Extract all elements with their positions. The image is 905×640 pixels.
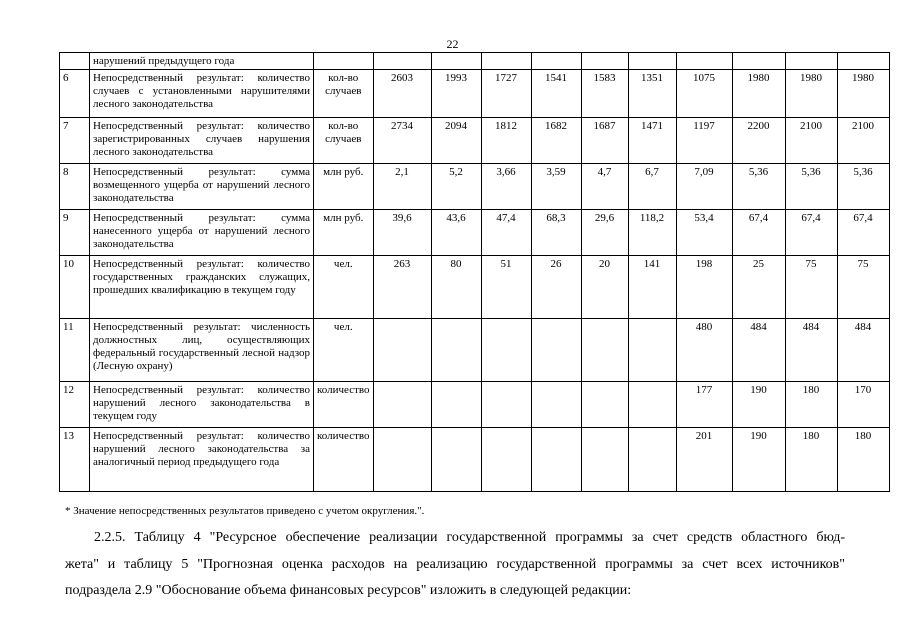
cell-value: 1980: [732, 70, 785, 118]
cell-value: 1197: [676, 118, 732, 164]
table-row: [60, 210, 890, 256]
cell-value: 1682: [531, 118, 581, 164]
cell-value: 2100: [837, 118, 889, 164]
cell-unit: кол-во случаев: [314, 118, 374, 164]
cell-value: [628, 53, 676, 70]
cell-value: [531, 382, 581, 428]
cell-value: 75: [837, 256, 889, 319]
table-row: [60, 164, 890, 210]
cell-value: 1980: [785, 70, 837, 118]
cell-value: [373, 53, 431, 70]
cell-description: Непосредственный результат: количество зарегистрированных случаев нарушения лесного законодательства: [90, 118, 314, 164]
cell-value: 177: [676, 382, 732, 428]
cell-value: [373, 428, 431, 492]
cell-description: Непосредственный результат: количество государственных гражданских служащих, прошедших квалификацию в текущем году: [90, 256, 314, 319]
cell-value: 190: [732, 428, 785, 492]
cell-value: 118,2: [628, 210, 676, 256]
cell-value: [732, 53, 785, 70]
cell-num: 11: [60, 319, 90, 382]
cell-unit: чел.: [314, 256, 374, 319]
cell-value: [531, 319, 581, 382]
cell-value: 2734: [373, 118, 431, 164]
cell-num: 12: [60, 382, 90, 428]
table-footnote: * Значение непосредственных результатов приведено с учетом округления.".: [65, 505, 425, 517]
cell-value: 2100: [785, 118, 837, 164]
cell-value: 201: [676, 428, 732, 492]
cell-value: 263: [373, 256, 431, 319]
cell-value: 20: [581, 256, 628, 319]
cell-value: [676, 53, 732, 70]
cell-num: [60, 53, 90, 70]
cell-value: 39,6: [373, 210, 431, 256]
cell-value: [373, 382, 431, 428]
cell-value: [431, 428, 481, 492]
table-row: [60, 382, 890, 428]
cell-value: 3,66: [481, 164, 531, 210]
cell-value: 53,4: [676, 210, 732, 256]
cell-num: 8: [60, 164, 90, 210]
cell-unit: млн руб.: [314, 210, 374, 256]
cell-num: 7: [60, 118, 90, 164]
cell-unit: количество: [314, 382, 374, 428]
cell-value: 75: [785, 256, 837, 319]
cell-value: [581, 428, 628, 492]
cell-value: 1471: [628, 118, 676, 164]
cell-description: Непосредственный результат: сумма возмещенного ущерба от нарушений лесного законодательства: [90, 164, 314, 210]
cell-value: 1351: [628, 70, 676, 118]
cell-unit: [314, 53, 374, 70]
table-row: [60, 319, 890, 382]
cell-value: 170: [837, 382, 889, 428]
cell-value: 80: [431, 256, 481, 319]
table-row-continuation: [60, 53, 890, 70]
cell-value: [481, 382, 531, 428]
cell-value: 67,4: [837, 210, 889, 256]
cell-description: Непосредственный результат: количество нарушений лесного законодательства за аналогичный период предыдущего года: [90, 428, 314, 492]
cell-value: [431, 319, 481, 382]
cell-value: 1993: [431, 70, 481, 118]
paragraph-line-1: 2.2.5. Таблицу 4 "Ресурсное обеспечение реализации государственной программы за счет средств областного бюд-: [94, 530, 845, 545]
cell-unit: кол-во случаев: [314, 70, 374, 118]
cell-value: [481, 428, 531, 492]
cell-value: 29,6: [581, 210, 628, 256]
cell-value: 26: [531, 256, 581, 319]
cell-value: 25: [732, 256, 785, 319]
cell-description: Непосредственный результат: количество случаев с установленными нарушителями лесного законодательства: [90, 70, 314, 118]
cell-value: 51: [481, 256, 531, 319]
cell-value: 7,09: [676, 164, 732, 210]
cell-unit: млн руб.: [314, 164, 374, 210]
cell-value: 1541: [531, 70, 581, 118]
cell-value: 141: [628, 256, 676, 319]
cell-unit: количество: [314, 428, 374, 492]
cell-value: 1980: [837, 70, 889, 118]
cell-value: 5,36: [785, 164, 837, 210]
cell-value: 47,4: [481, 210, 531, 256]
cell-num: 9: [60, 210, 90, 256]
cell-value: [785, 53, 837, 70]
cell-value: 3,59: [531, 164, 581, 210]
cell-value: [431, 382, 481, 428]
cell-value: [531, 428, 581, 492]
cell-num: 10: [60, 256, 90, 319]
cell-value: 484: [837, 319, 889, 382]
table-body: [60, 53, 890, 492]
cell-value: [581, 319, 628, 382]
cell-value: 180: [837, 428, 889, 492]
cell-value: [481, 53, 531, 70]
cell-value: [581, 382, 628, 428]
cell-value: 2603: [373, 70, 431, 118]
cell-value: 4,7: [581, 164, 628, 210]
cell-value: 1075: [676, 70, 732, 118]
results-table: [59, 52, 890, 492]
cell-value: 43,6: [431, 210, 481, 256]
cell-value: 2094: [431, 118, 481, 164]
cell-value: [581, 53, 628, 70]
cell-value: 484: [732, 319, 785, 382]
table-row: [60, 118, 890, 164]
table-row: [60, 70, 890, 118]
cell-unit: чел.: [314, 319, 374, 382]
cell-value: 480: [676, 319, 732, 382]
cell-value: 2200: [732, 118, 785, 164]
cell-description: Непосредственный результат: численность должностных лиц, осуществляющих федеральный государственный лесной надзор (Лесную охрану): [90, 319, 314, 382]
cell-value: 1687: [581, 118, 628, 164]
cell-value: 68,3: [531, 210, 581, 256]
cell-value: [431, 53, 481, 70]
cell-description: нарушений предыдущего года: [90, 53, 314, 70]
cell-description: Непосредственный результат: количество нарушений лесного законодательства в текущем году: [90, 382, 314, 428]
cell-value: 6,7: [628, 164, 676, 210]
cell-value: [837, 53, 889, 70]
cell-value: [628, 428, 676, 492]
cell-num: 6: [60, 70, 90, 118]
cell-value: 5,36: [837, 164, 889, 210]
cell-value: 180: [785, 428, 837, 492]
cell-value: 198: [676, 256, 732, 319]
cell-value: 5,36: [732, 164, 785, 210]
cell-value: 67,4: [732, 210, 785, 256]
cell-value: 2,1: [373, 164, 431, 210]
cell-value: [628, 382, 676, 428]
cell-value: 1583: [581, 70, 628, 118]
cell-value: 1727: [481, 70, 531, 118]
paragraph-line-3: подраздела 2.9 "Обоснование объема финансовых ресурсов" изложить в следующей редакции:: [65, 583, 632, 598]
page-number: 22: [446, 37, 459, 51]
cell-value: [531, 53, 581, 70]
cell-value: [481, 319, 531, 382]
cell-value: 67,4: [785, 210, 837, 256]
paragraph-line-2: жета" и таблицу 5 "Прогнозная оценка расходов на реализацию государственной программы за счет всех источников": [65, 557, 845, 572]
cell-value: 190: [732, 382, 785, 428]
table-row: [60, 256, 890, 319]
cell-value: 1812: [481, 118, 531, 164]
cell-value: 180: [785, 382, 837, 428]
cell-description: Непосредственный результат: сумма нанесенного ущерба от нарушений лесного законодательства: [90, 210, 314, 256]
cell-num: 13: [60, 428, 90, 492]
table-row: [60, 428, 890, 492]
cell-value: [628, 319, 676, 382]
cell-value: [373, 319, 431, 382]
cell-value: 5,2: [431, 164, 481, 210]
cell-value: 484: [785, 319, 837, 382]
